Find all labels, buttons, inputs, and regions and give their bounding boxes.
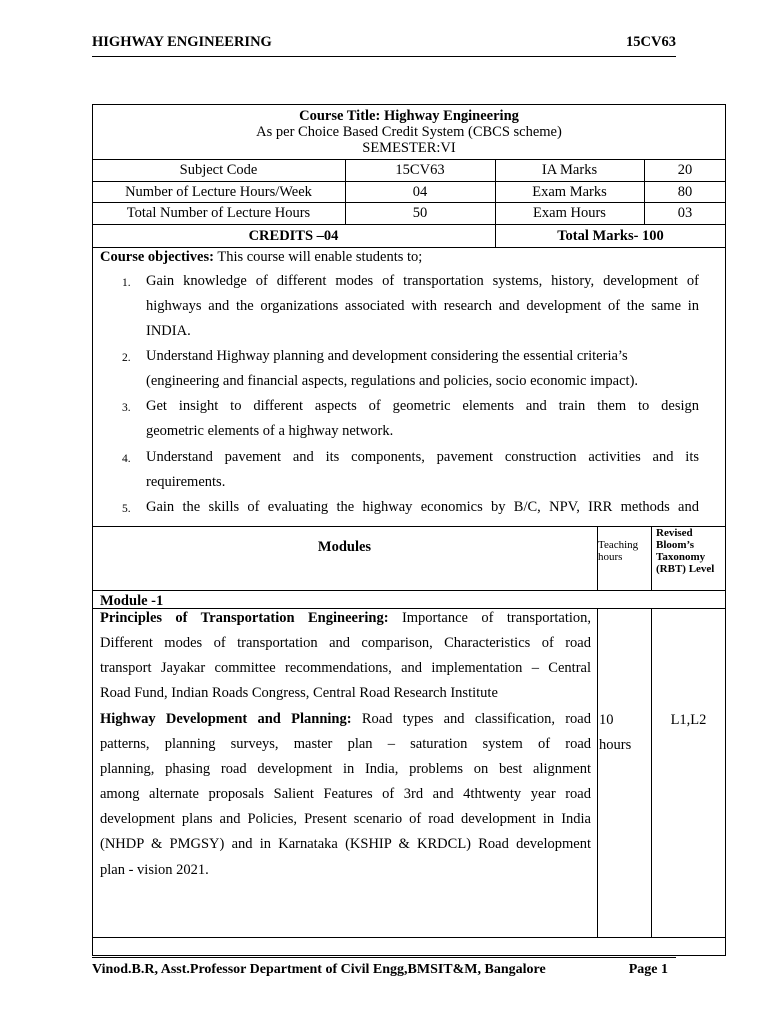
- objective-number: 4.: [122, 453, 131, 465]
- objectives-intro: [100, 248, 422, 266]
- module-line: (NHDP & PMGSY) and in Karnataka (KSHIP & KRDCL) Road development: [100, 836, 591, 852]
- module-line: development plans and Policies, Present scenario of road development in India: [100, 811, 591, 827]
- page-number: Page 1: [628, 962, 668, 977]
- objectives-heading: Course objectives:: [100, 249, 214, 265]
- objective-line: requirements.: [146, 474, 226, 490]
- modules-column-header: Modules: [317, 539, 372, 555]
- page-header: [92, 34, 676, 54]
- module-line: Different modes of transportation and comparison, Characteristics of road: [100, 635, 591, 651]
- objective-line: Gain knowledge of different modes of transportation systems, history, development of: [146, 273, 699, 289]
- row-value2: 03: [677, 205, 693, 221]
- objective-line: (engineering and financial aspects, regulations and policies, socio economic impact).: [146, 373, 639, 389]
- module-line-text: Importance of transportation,: [388, 610, 591, 626]
- row-value: 50: [412, 205, 428, 221]
- rbt-header-line: Bloom’s: [656, 539, 695, 551]
- module-line: plan - vision 2021.: [100, 862, 209, 878]
- header-code: 15CV63: [626, 34, 676, 50]
- objective-number: 2.: [122, 352, 131, 364]
- module-line: Road Fund, Indian Roads Congress, Central Road Research Institute: [100, 685, 498, 701]
- para1-heading: Principles of Transportation Engineering:: [100, 610, 389, 626]
- objective-number: 5.: [122, 503, 131, 515]
- row-label: Total Number of Lecture Hours: [126, 205, 311, 221]
- row-value2: 20: [677, 162, 693, 178]
- rbt-level: L1,L2: [670, 712, 707, 728]
- footer-rule: [92, 957, 676, 958]
- row-label: Subject Code: [179, 162, 258, 178]
- header-title: HIGHWAY ENGINEERING: [92, 34, 272, 50]
- rbt-header-line: (RBT) Level: [656, 563, 715, 575]
- module-line-text: Road types and classification, road: [351, 711, 591, 727]
- objective-line: Understand pavement and its components, pavement construction activities and its: [146, 449, 699, 465]
- course-semester: SEMESTER:VI: [362, 140, 456, 156]
- row-value: 04: [412, 184, 428, 200]
- course-scheme: As per Choice Based Credit System (CBCS scheme): [256, 124, 562, 140]
- objective-line: INDIA.: [146, 323, 191, 339]
- row-value2: 80: [677, 184, 693, 200]
- rbt-header-line: Taxonomy: [656, 551, 706, 563]
- credits: CREDITS –04: [248, 228, 339, 244]
- para2-heading: Highway Development and Planning:: [100, 711, 352, 727]
- header-rule: [92, 56, 676, 57]
- row-value: 15CV63: [395, 162, 445, 178]
- objective-line: Get insight to different aspects of geometric elements and train them to design: [146, 398, 699, 414]
- module-line: [100, 610, 591, 627]
- footer-author: Vinod.B.R, Asst.Professor Department of Civil Engg,BMSIT&M, Bangalore: [92, 962, 546, 977]
- objective-number: 3.: [122, 402, 131, 414]
- row-label2: IA Marks: [541, 162, 598, 178]
- rbt-header: [656, 527, 724, 575]
- hours-value: 10: [599, 712, 614, 728]
- objective-line: geometric elements of a highway network.: [146, 423, 394, 439]
- rbt-header-line: Revised: [656, 527, 693, 539]
- row-label2: Exam Hours: [533, 205, 606, 221]
- row-label2: Exam Marks: [532, 184, 607, 200]
- objective-line: highways and the organizations associated with research and development of the same in: [146, 298, 699, 314]
- module-line: patterns, planning surveys, master plan – saturation system of road: [100, 736, 591, 752]
- module-title: Module -1: [100, 593, 164, 609]
- objectives-intro-text: This course will enable students to;: [213, 249, 423, 265]
- module-line: planning, phasing road development in India, problems on best alignment: [100, 761, 591, 777]
- teaching-hours-header: Teaching hours: [598, 539, 639, 563]
- row-label: Number of Lecture Hours/Week: [125, 184, 312, 200]
- course-title: Course Title: Highway Engineering: [299, 108, 519, 124]
- objective-line: Understand Highway planning and development considering the essential criteria’s: [146, 348, 628, 364]
- module-line: [100, 711, 591, 728]
- objective-line: Gain the skills of evaluating the highway economics by B/C, NPV, IRR methods and: [146, 499, 699, 515]
- hours-unit: hours: [599, 737, 632, 753]
- total-marks: Total Marks- 100: [557, 228, 664, 244]
- module-line: transport Jayakar committee recommendations, and implementation – Central: [100, 660, 591, 676]
- objective-number: 1.: [122, 277, 131, 289]
- module-line: among alternate proposals Salient Features of 3rd and 4thtwenty year road: [100, 786, 591, 802]
